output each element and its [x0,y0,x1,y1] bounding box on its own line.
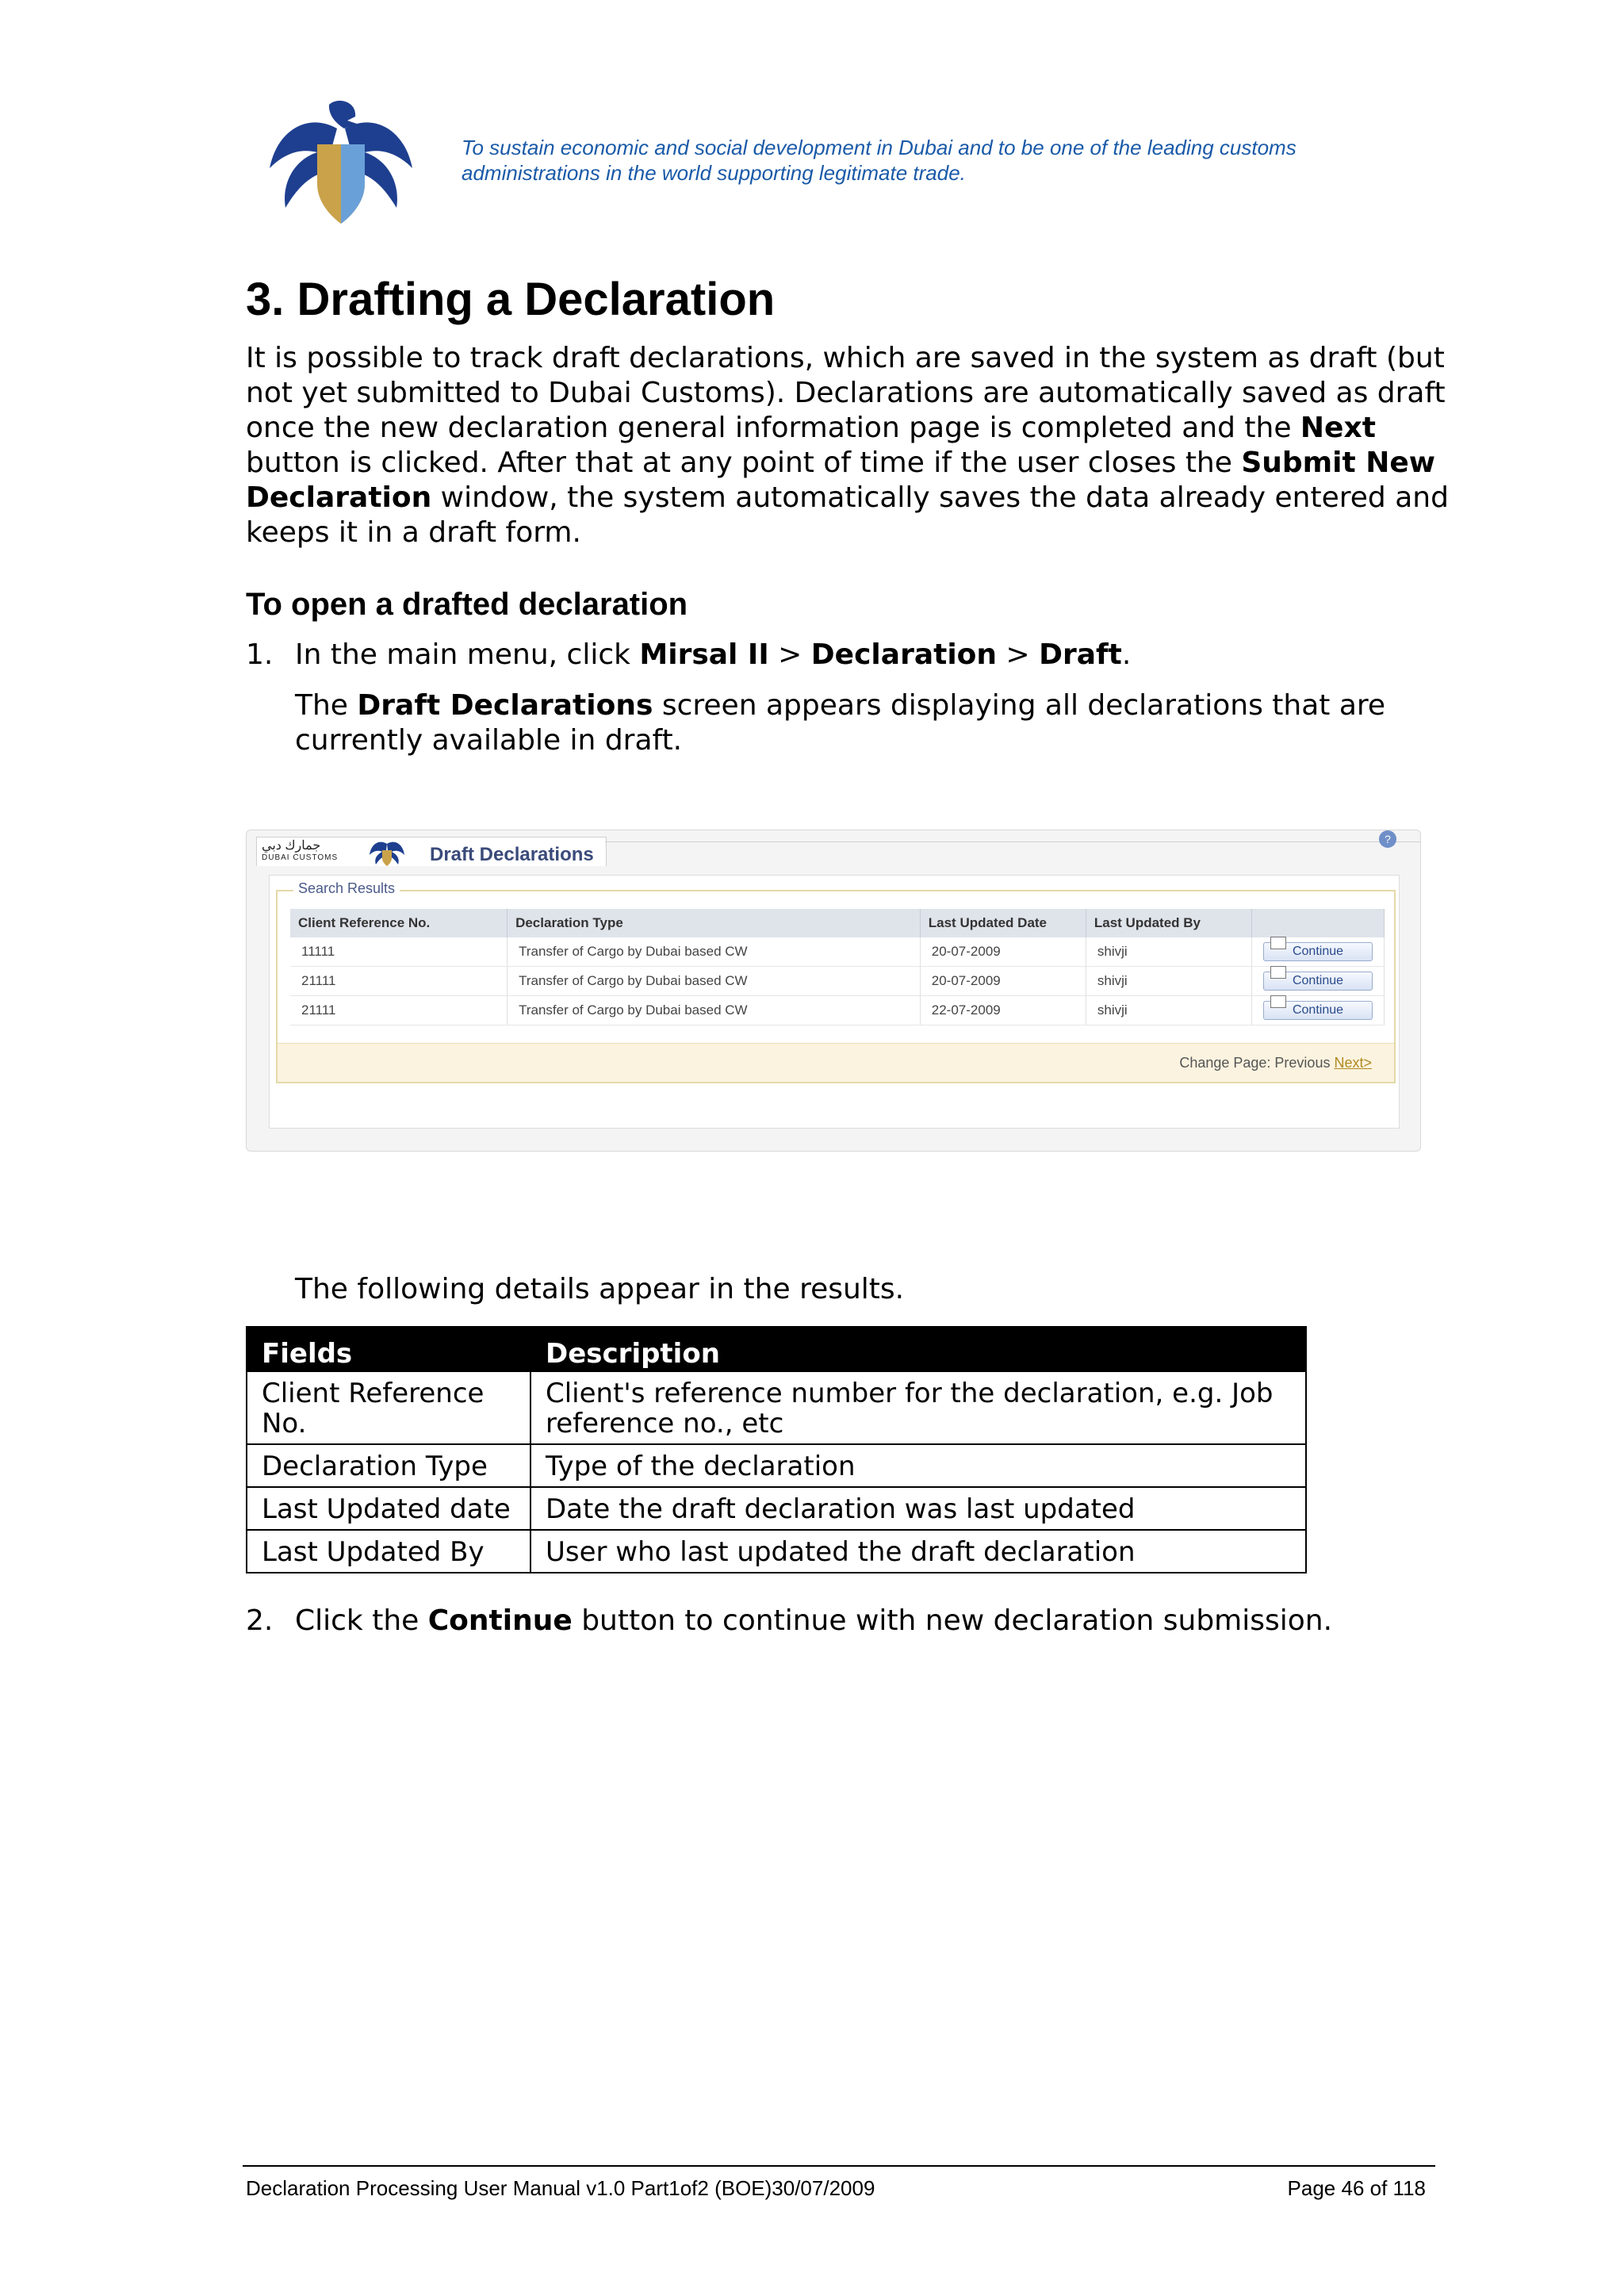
field-name: Client Reference No. [247,1371,530,1444]
continue-button[interactable]: Continue [1263,942,1373,961]
cell-last-updated-date: 20-07-2009 [920,967,1086,996]
screen-header-tab [256,837,607,866]
col-last-updated-by[interactable]: Last Updated By [1086,909,1251,937]
description-header: Description [530,1327,1306,1371]
cell-client-ref: 11111 [290,937,508,967]
table-header-row [290,909,1385,937]
table-row [290,967,1385,996]
table-row [247,1371,1306,1444]
cell-client-ref: 21111 [290,996,508,1025]
field-name: Last Updated date [247,1487,530,1530]
table-row [247,1444,1306,1487]
field-description: Date the draft declaration was last updated [530,1487,1306,1530]
search-results-legend: Search Results [293,880,400,897]
subheading-open-draft: To open a drafted declaration [246,587,688,622]
step-1-note: The Draft Declarations screen appears displaying all declarations that are currently available in draft. [295,689,1386,757]
draft-results-table [290,909,1385,1025]
checkbox-icon [1270,966,1286,979]
draft-declarations-screenshot [246,830,1421,1152]
cell-last-updated-by: shivji [1086,937,1251,967]
fields-header-row [247,1327,1306,1371]
fields-header: Fields [247,1327,530,1371]
footer-document-title: Declaration Processing User Manual v1.0 Part1of2 (BOE)30/07/2009 [246,2176,875,2200]
cell-last-updated-by: shivji [1086,996,1251,1025]
continue-button[interactable]: Continue [1263,1001,1373,1020]
step-2: 2. Click the Continue button to continue with new declaration submission. [246,1604,1333,1637]
cell-client-ref: 21111 [290,967,508,996]
cell-declaration-type: Transfer of Cargo by Dubai based CW [508,967,921,996]
cell-last-updated-by: shivji [1086,967,1251,996]
screen-title: Draft Declarations [430,844,594,865]
arabic-brand-label: جمارك دبي [262,839,321,853]
header-divider [605,841,1420,842]
table-row [247,1487,1306,1530]
checkbox-icon [1270,937,1286,949]
dubai-customs-eagle-logo [262,97,420,232]
col-declaration-type[interactable]: Declaration Type [508,909,921,937]
small-eagle-logo [368,839,406,866]
dubai-customs-label: DUBAI CUSTOMS [262,853,339,862]
footer-divider [243,2165,1435,2167]
fields-description-table [246,1326,1307,1573]
header-motto: To sustain economic and social development in Dubai and to be one of the leading customs administrations in the world supporting legitimate trade. [462,136,1297,185]
step-1: 1. In the main menu, click Mirsal II > Declaration > Draft. [246,638,1132,671]
results-intro: The following details appear in the results. [295,1273,905,1305]
col-client-ref[interactable]: Client Reference No. [290,909,508,937]
cell-declaration-type: Transfer of Cargo by Dubai based CW [508,996,921,1025]
cell-last-updated-date: 20-07-2009 [920,937,1086,967]
checkbox-icon [1270,995,1286,1008]
col-action [1252,909,1385,937]
field-name: Declaration Type [247,1444,530,1487]
table-row [290,937,1385,967]
field-name: Last Updated By [247,1530,530,1573]
continue-button[interactable]: Continue [1263,972,1373,991]
pagination-bar [278,1043,1394,1082]
col-last-updated-date[interactable]: Last Updated Date [920,909,1086,937]
field-description: Type of the declaration [530,1444,1306,1487]
help-icon[interactable]: ? [1379,830,1396,848]
cell-last-updated-date: 22-07-2009 [920,996,1086,1025]
table-row [290,996,1385,1025]
previous-page-label[interactable]: Change Page: Previous [1179,1055,1331,1071]
pagination-controls [1179,1055,1372,1071]
content-panel [269,875,1400,1129]
field-description: User who last updated the draft declaration [530,1530,1306,1573]
footer-page-number: Page 46 of 118 [1287,2176,1426,2200]
table-row [247,1530,1306,1573]
search-results-fieldset [276,880,1396,1083]
cell-action [1252,967,1385,996]
intro-paragraph: It is possible to track draft declarations, which are saved in the system as draft (but not yet submitted to Dubai Customs). Declarations are automatically saved as draft once the new declaration general information page is completed and the Next button is clicked. After that at any point of time if the user closes the Submit New Declaration window, the system automatically saves the data already entered and keeps it in a draft form. [246,342,1449,549]
cell-action [1252,996,1385,1025]
next-page-link[interactable]: Next> [1334,1055,1372,1071]
field-description: Client's reference number for the declaration, e.g. Job reference no., etc [530,1371,1306,1444]
cell-action [1252,937,1385,967]
section-title: 3. Drafting a Declaration [246,274,776,325]
cell-declaration-type: Transfer of Cargo by Dubai based CW [508,937,921,967]
